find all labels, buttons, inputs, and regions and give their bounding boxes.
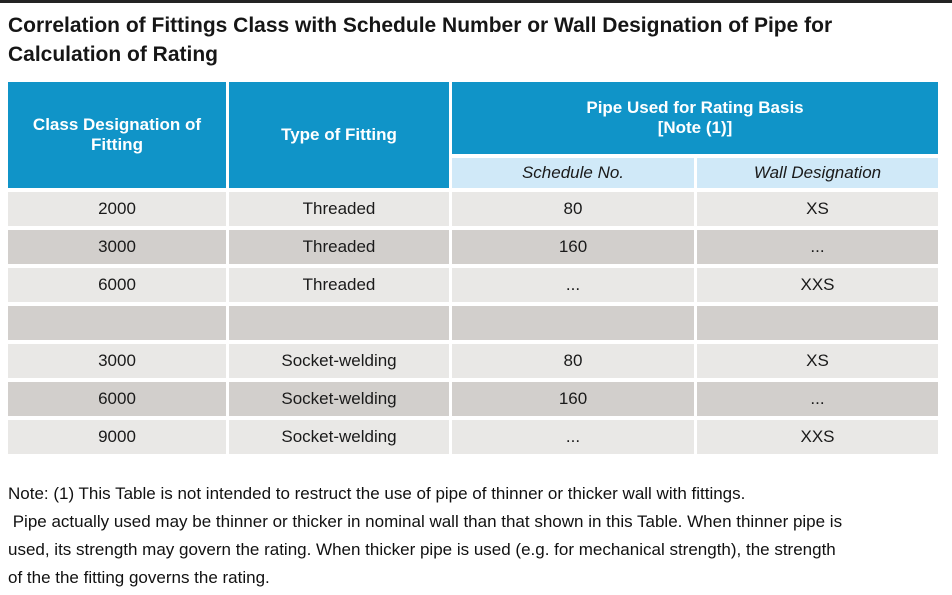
page-title-line-2: Calculation of Rating xyxy=(8,43,218,66)
table-row xyxy=(8,230,938,264)
table-note xyxy=(8,480,952,592)
cell-schedule: 160 xyxy=(452,382,694,416)
cell-wall: XXS xyxy=(697,268,938,302)
cell-type: Threaded xyxy=(229,192,449,226)
page-title-line-1: Correlation of Fittings Class with Schedule Number or Wall Designation of Pipe for xyxy=(8,14,833,37)
pipe-group-header-line-2: [Note (1)] xyxy=(657,118,733,137)
table-row xyxy=(8,420,938,454)
table-row xyxy=(8,344,938,378)
cell-type: Socket-welding xyxy=(229,420,449,454)
table-row xyxy=(8,268,938,302)
cell-type: Threaded xyxy=(229,268,449,302)
table-row xyxy=(8,382,938,416)
note-line-4: of the the fitting governs the rating. xyxy=(8,568,270,587)
cell-schedule xyxy=(452,306,694,340)
cell-class: 3000 xyxy=(8,344,226,378)
page-title xyxy=(8,11,952,69)
cell-class xyxy=(8,306,226,340)
cell-class: 6000 xyxy=(8,382,226,416)
note-line-1: Note: (1) This Table is not intended to restruct the use of pipe of thinner or thicker wall with fittings. xyxy=(8,484,746,503)
table-row-spacer xyxy=(8,306,938,340)
cell-schedule: ... xyxy=(452,420,694,454)
cell-type: Socket-welding xyxy=(229,382,449,416)
cell-class: 9000 xyxy=(8,420,226,454)
cell-class: 3000 xyxy=(8,230,226,264)
cell-schedule: 80 xyxy=(452,192,694,226)
cell-type xyxy=(229,306,449,340)
cell-wall: XXS xyxy=(697,420,938,454)
subcolumn-header-wall-designation: Wall Designation xyxy=(697,158,938,188)
cell-wall xyxy=(697,306,938,340)
note-line-2: Pipe actually used may be thinner or thicker in nominal wall than that shown in this Table. When thinner pipe is xyxy=(8,512,843,531)
table-row xyxy=(8,192,938,226)
column-header-class-designation: Class Designation of Fitting xyxy=(8,82,226,188)
column-header-pipe-used-group xyxy=(452,82,938,154)
cell-schedule: 160 xyxy=(452,230,694,264)
note-line-3: used, its strength may govern the rating. When thicker pipe is used (e.g. for mechanical strength), the strength xyxy=(8,540,836,559)
cell-schedule: 80 xyxy=(452,344,694,378)
page-top-border xyxy=(0,0,952,3)
subcolumn-header-schedule-no: Schedule No. xyxy=(452,158,694,188)
cell-wall: XS xyxy=(697,344,938,378)
cell-class: 2000 xyxy=(8,192,226,226)
cell-schedule: ... xyxy=(452,268,694,302)
cell-wall: XS xyxy=(697,192,938,226)
cell-wall: ... xyxy=(697,382,938,416)
cell-type: Socket-welding xyxy=(229,344,449,378)
fittings-rating-table xyxy=(5,78,941,458)
pipe-group-header-line-1: Pipe Used for Rating Basis xyxy=(586,98,804,117)
cell-type: Threaded xyxy=(229,230,449,264)
cell-wall: ... xyxy=(697,230,938,264)
cell-class: 6000 xyxy=(8,268,226,302)
column-header-type-of-fitting: Type of Fitting xyxy=(229,82,449,188)
